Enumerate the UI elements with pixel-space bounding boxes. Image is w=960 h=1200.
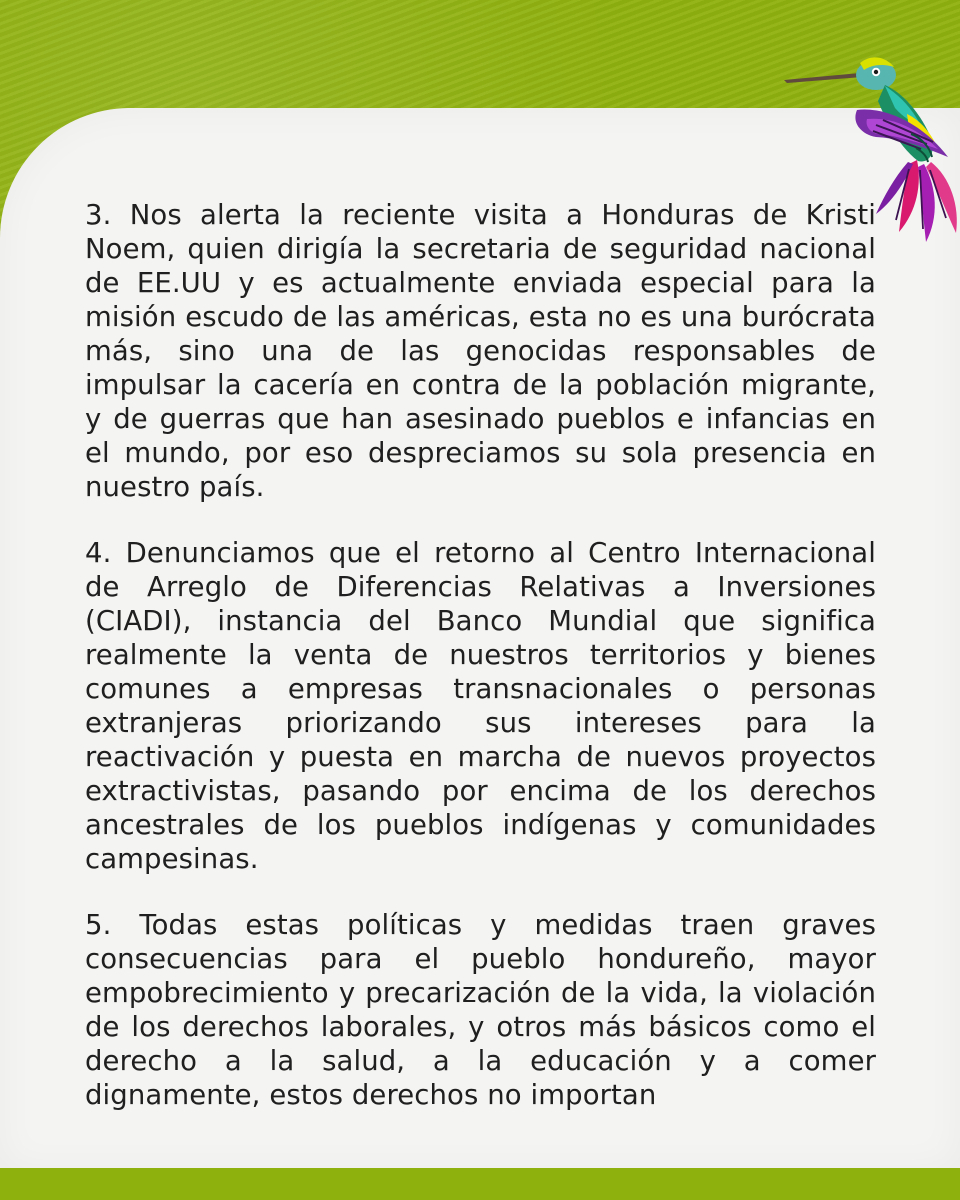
paragraph-3: 3. Nos alerta la reciente visita a Honduras de Kristi Noem, quien dirigía la secretaria de seguridad nacional de EE.UU y es actualmente enviada especial para la misión escudo de las américas, esta no es una burócrata más, sino una de las genocidas responsables de impulsar la cacería en contra de la población migrante, y de guerras que han asesinado pueblos e infancias en el mundo, por eso despreciamos su sola presencia en nuestro país. [85,199,876,503]
bottom-green-band [0,1168,960,1200]
paragraph-5: 5. Todas estas políticas y medidas traen graves consecuencias para el pueblo hondureño, mayor empobrecimiento y precarización de la vida, la violación de los derechos laborales, y otros más básicos como el derecho a la salud, a la educación y a comer dignamente, estos derechos no importan [85,909,876,1111]
main-content [85,198,876,1112]
paragraph-4: 4. Denunciamos que el retorno al Centro Internacional de Arreglo de Diferencias Relativas a Inversiones (CIADI), instancia del Banco Mundial que significa realmente la venta de nuestros territorios y bienes comunes a empresas transnacionales o personas extranjeras priorizando sus intereses para la reactivación y puesta en marcha de nuevos proyectos extractivistas, pasando por encima de los derechos ancestrales de los pueblos indígenas y comunidades campesinas. [85,537,876,875]
